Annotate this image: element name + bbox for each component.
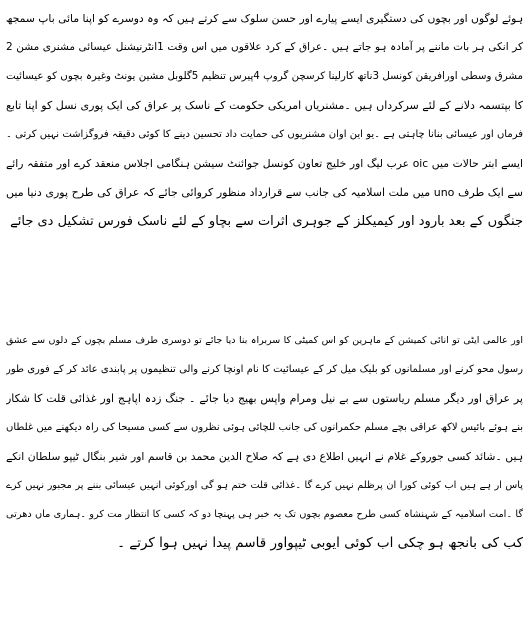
text-line: ایسے ابتر حالات میں oic عرب لیگ اور خلیج تعاون کونسل جوائنٹ سیشن ہنگامی اجلاس منعقد کرے اور متفقہ رائے [6,157,523,170]
text-line: کب کی بانجھ ہو چکی اب کوئی ایوبی ٹیپواور قاسم پیدا نہیں ہوا کرتے ۔ [117,535,523,551]
text-line: بنے ہوئے بائیس لاکھ عراقی بچے مسلم حکمرانوں کی جانب للچائی ہوئی نظروں سے کسی مسیحا کی راہ دیکھنے میں غلطاں [6,422,523,433]
text-line: جنگوں کے بعد بارود اور کیمیکلز کے جوہری اثرات سے بچاو کے لئے ناسک فورس تشکیل دی جائے [10,214,523,229]
text-line: سے ایک طرف uno میں ملت اسلامیہ کی جانب سے قرارداد منظور کروائی جائے کہ عراق کی طرح پوری دنیا میں [6,186,523,199]
text-line: پاس ار ہے ہیں اب کوئی کورا ان پرظلم نہیں کرے گا ۔غذائی قلت ختم ہو گی اورکوئی انہیں عیسائی بننے پر مجبور نہیں کرے [6,480,523,491]
article-paragraph-2 [6,326,523,558]
text-line: ہوئے لوگوں اور بچوں کی دستگیری ایسے پیارے اور حسن سلوک سے کرتے ہیں کہ وہ دوسرے کو اپنا مائی باپ سمجھ [6,12,523,25]
text-line: اور عالمی ایٹی تو انائی کمیشن کے ماہرین کو اس کمیٹی کا سربراہ بنا دیا جائے تو دوسری طرف مسلم بچوں کے دلوں سے عشق [6,335,523,346]
text-line: مشرق وسطی اورافریقن کونسل 3ناتھ کارلینا کرسچن گروپ 4پیرس تنظیم 5گلوبل مشین یونٹ وغیرہ بچوں کو عیسائیت [6,70,523,82]
text-line: کر انکی ہر بات ماننے پر آمادہ ہو جاتے ہیں ۔عراق کے کرد علاقوں میں اس وقت 1انٹرنیشنل عیسائی مشنری مشن 2 [6,41,523,53]
text-line: رسول محو کرنے اور مسلمانوں کو بلیک میل کر کے عیسائیت کا نام اونچا کرنے والی تنظیموں پر پابندی عائد کر کے فوری طور [6,364,523,375]
text-line: ہیں ۔شائد کسی جوروکے غلام نے انہیں اطلاع دی ہے کہ صلاح الدین محمد بن قاسم اور شیر بنگال ٹیپو سلطان انکے [6,450,523,463]
text-line: کا بپتسمہ دلانے کے لئے سرکرداں ہیں ۔مشنریاں امریکی حکومت کے ناسک پر عراق کی ایک پوری نسل کو اپنا تابع [6,99,523,112]
text-line: پر عراق اور دیگر مسلم ریاستوں سے بے نیل ومرام واپس بھیج دیا جائے ۔ جنگ زدہ اپاہج اور غذائی قلت کا شکار [6,392,523,405]
text-line: فرماں اور عیسائی بنانا چاہتی ہے ۔یو این اوان مشنریوں کی حمایت داد تحسین دینے کا کوئی دقیقہ فروگزاشت نہیں کرتی ۔ [6,129,523,140]
article-paragraph-1 [6,4,523,236]
text-line: گا ۔امت اسلامیہ کے شہنشاہ کسی طرح معصوم بچوں تک یہ خبر ہی پہنچا دو کہ کسی کا انتظار مت کرو ۔ہماری ماں دھرتی [6,509,523,520]
